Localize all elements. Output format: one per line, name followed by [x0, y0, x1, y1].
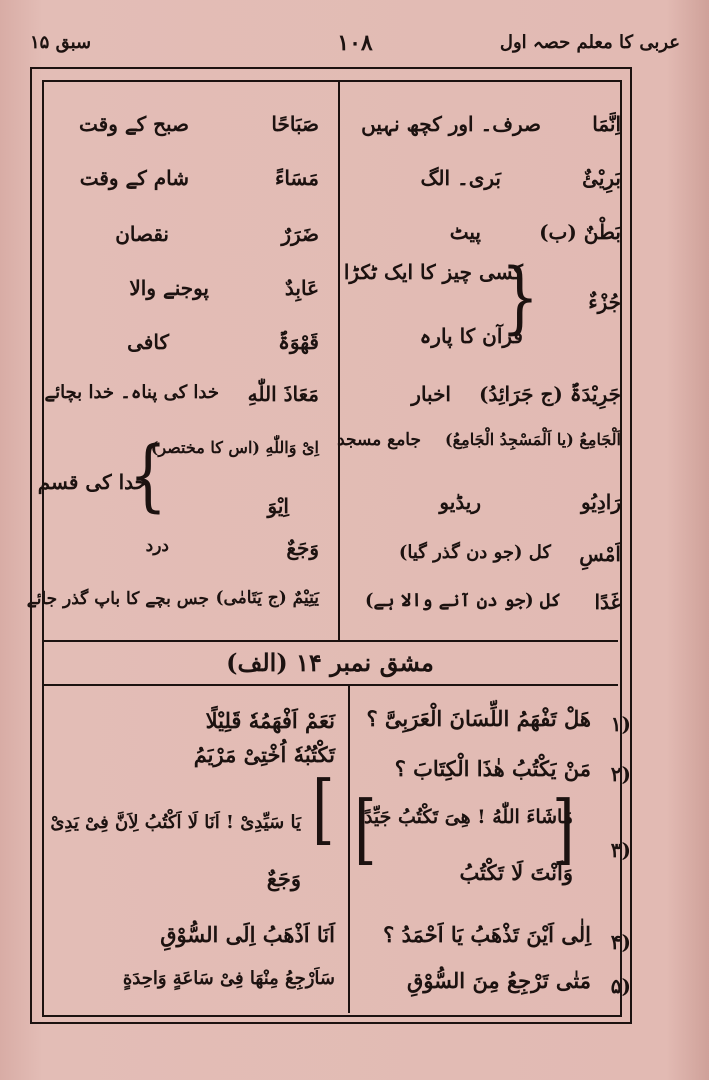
brace-symbol: {: [500, 252, 539, 344]
vocab-arabic: اَلْجَامِعُ (یا اَلْمَسْجِدُ الْجَامِعُ): [445, 430, 621, 449]
vocab-arabic: مَعَاذَ اللّٰهِ: [247, 382, 319, 406]
vocab-arabic: بَطْنٌ (ب): [539, 220, 621, 244]
page-header: [30, 30, 680, 64]
vocab-row: [37, 430, 319, 528]
vocab-arabic: قَهْوَۃٌ: [278, 330, 319, 354]
vocab-urdu: کسی چیز کا ایک ٹکڑا: [343, 260, 523, 284]
vocab-row: [351, 490, 621, 520]
question-text: هَلْ تَفْهَمُ اللِّسَانَ الْعَرَبِیَّ ؟: [366, 706, 591, 731]
exercise-column-divider: [348, 686, 350, 1013]
answer-text: تَکْتُبُهٗ اُخْتِیْ مَرْیَمُ: [193, 742, 335, 767]
vocab-arabic: اِیْ وَاللّٰهِ (اس کا مختصر): [150, 438, 319, 457]
vocab-urdu: شام کے وقت: [79, 166, 189, 190]
vocab-row: [49, 222, 319, 252]
vocab-urdu: درد: [145, 536, 169, 556]
vocab-urdu: صرف۔ اور کچھ نہیں: [361, 112, 541, 136]
vocab-column-divider: [338, 82, 340, 642]
vocab-arabic: جَرِیْدَۃٌ (ج جَرَائِدُ): [479, 382, 621, 406]
question-text: مَاشَاءَ اللّٰهُ ! هِیَ تَکْتُبُ جَیِّدًا: [358, 806, 573, 828]
vocab-urdu: کافی: [127, 330, 169, 354]
question-number: (۵: [610, 974, 631, 998]
vocab-arabic: صَبَاحًا: [271, 112, 319, 136]
brace-symbol: }: [128, 430, 167, 522]
question-text: مَنْ یَکْتُبُ هٰذَا الْکِتَابَ ؟: [394, 756, 591, 781]
vocab-arabic: مَسَاءً: [274, 166, 319, 190]
vocab-urdu: پیٹ: [449, 220, 481, 244]
vocab-row: [351, 166, 621, 196]
question-number: (۴: [610, 930, 631, 954]
bracket-left: [: [354, 784, 377, 874]
vocab-row: [49, 112, 319, 142]
question-number: (۳: [610, 838, 631, 862]
lesson-label: سبق ۱۵: [30, 32, 92, 53]
vocab-row: [39, 382, 319, 412]
book-title: عربی کا معلم حصہ اول: [499, 32, 680, 53]
question-text-continued: وَاَنْتَ لَا تَکْتُبُ: [459, 860, 573, 885]
vocab-arabic: جُزْءٌ: [588, 290, 621, 314]
vocab-urdu: جس بچے کا باپ گذر جائے: [26, 589, 209, 609]
vocab-urdu: ریڈیو: [439, 490, 481, 514]
vocab-arabic: ضَرَرٌ: [281, 222, 319, 246]
vocab-row: [26, 588, 319, 618]
vocab-urdu: کل (جو دن گذر گیا): [398, 542, 551, 563]
vocab-urdu: اخبار: [411, 382, 451, 406]
vocab-row: [49, 166, 319, 196]
vocab-row: [337, 430, 621, 460]
vocab-row: [49, 330, 319, 360]
exercise-heading: مشق نمبر ۱۴ (الف): [226, 648, 434, 677]
vocab-urdu: پوجنے والا: [129, 276, 209, 300]
vocab-row: [351, 112, 621, 142]
vocab-urdu: نقصان: [115, 222, 169, 246]
vocab-urdu: بَری۔ الگ: [420, 166, 501, 190]
vocab-urdu: کل (جو دن آنے والا ہے): [364, 590, 561, 611]
vocab-arabic: رَادِیُو: [580, 490, 621, 514]
vocab-row: [351, 542, 621, 572]
vocab-row: [49, 536, 319, 566]
vocab-row: [351, 220, 621, 250]
vocab-urdu-secondary: قرآن کا پارہ: [419, 324, 523, 348]
bracket-left: [: [312, 764, 335, 854]
answer-text: اَنَا اَذْهَبُ اِلَی السُّوْقِ: [160, 922, 335, 947]
heading-bottom-rule: [44, 684, 618, 686]
vocab-row: [343, 252, 621, 350]
vocab-arabic: اَمْسِ: [579, 542, 621, 566]
answer-text: سَاَرْجِعُ مِنْهَا فِیْ سَاعَةٍ وَاحِدَةٍ: [122, 968, 335, 989]
question-number: (۲: [610, 762, 631, 786]
question-text: اِلٰی اَیْنَ تَذْهَبُ یَا اَحْمَدُ ؟: [383, 922, 591, 947]
page-number: ۱۰۸: [337, 30, 373, 56]
vocab-row: [351, 590, 621, 620]
vocab-arabic: وَجَعٌ: [286, 536, 319, 560]
question-text: مَتٰی تَرْجِعُ مِنَ السُّوْقِ: [407, 968, 591, 993]
vocab-urdu: صبح کے وقت: [79, 112, 189, 136]
vocab-arabic: یَتِیْمٌ (ج یَتَامٰی): [215, 588, 319, 608]
vocab-urdu: خدا کی پناہ۔ خدا بچائے: [44, 382, 219, 403]
question-number: (۱: [610, 712, 631, 736]
vocab-arabic: غَدًا: [594, 590, 621, 614]
bracket-right: ]: [552, 784, 575, 874]
vocab-row: [351, 382, 621, 412]
vocab-row: [49, 276, 319, 306]
vocab-urdu: خدا کی قسم: [37, 470, 147, 494]
vocab-arabic-short: اِیْوَ: [267, 494, 289, 518]
vocab-arabic: بَرِیْئٌ: [582, 166, 621, 190]
answer-text: یَا سَیِّدِیْ ! اَنَا لَا اَکْتُبُ لِاَنَّ فِیْ یَدِیْ: [50, 812, 301, 833]
vocab-arabic: عَابِدٌ: [284, 276, 319, 300]
answer-text-continued: وَجَعٌ: [266, 866, 301, 891]
vocab-arabic: اِنَّمَا: [592, 112, 621, 136]
vocab-urdu: جامع مسجد: [337, 430, 421, 450]
answer-text: نَعَمْ اَفْهَمُهٗ قَلِیْلًا: [205, 708, 335, 733]
